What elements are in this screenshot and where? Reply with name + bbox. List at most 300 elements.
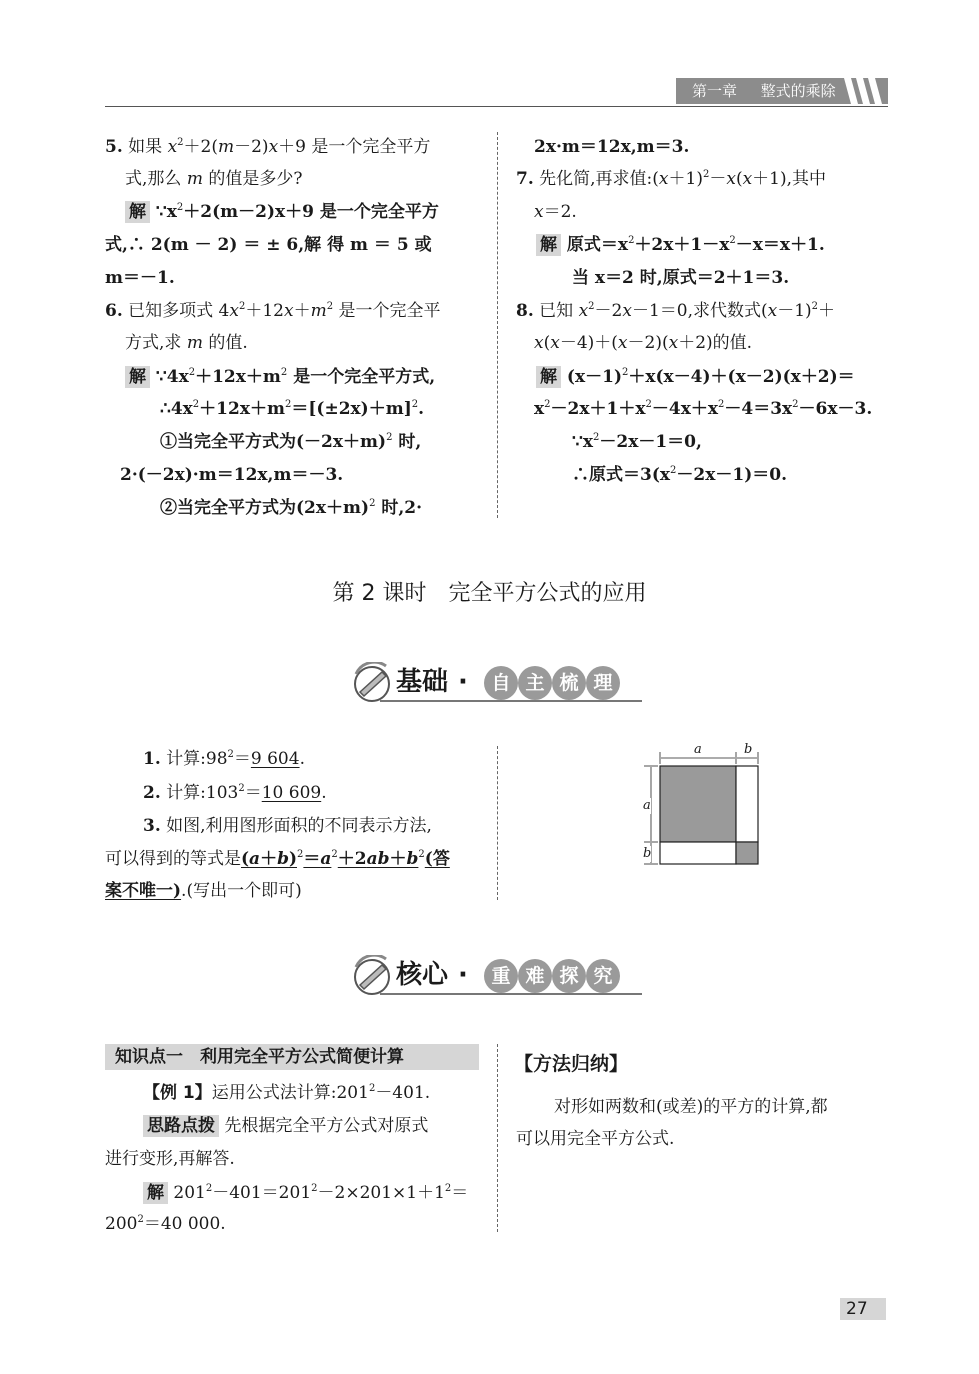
text-segment: x: [645, 367, 656, 387]
text-segment: b: [277, 849, 289, 869]
superscript: 2: [284, 399, 292, 410]
text-segment: x: [574, 367, 586, 387]
text-segment: m: [262, 367, 281, 387]
text-segment: ＝[(±2: [291, 399, 351, 419]
superscript: 2: [717, 399, 725, 410]
answer-tag: 解: [536, 234, 561, 256]
text-segment: b: [406, 849, 419, 869]
text-segment: ∴原式＝3(: [572, 465, 660, 485]
text-line: [160, 431, 421, 453]
section-dot: ·: [458, 667, 468, 697]
text-line: [105, 300, 440, 322]
text-segment: m: [105, 268, 123, 288]
text-segment: x: [578, 301, 589, 321]
text-segment: ＋2: [634, 235, 664, 255]
superscript: 2: [411, 399, 419, 410]
text-segment: －401.: [375, 1083, 431, 1103]
text-segment: ＋: [326, 498, 344, 518]
text-segment: 已知: [533, 301, 579, 321]
section-underline: [380, 993, 642, 995]
superscript: 2: [331, 849, 338, 860]
text-segment: x: [235, 367, 246, 387]
method-heading: 【方法归纳】: [514, 1053, 629, 1075]
column-divider-core: [497, 1044, 498, 1232]
answer-tag: 解: [125, 366, 150, 388]
text-segment: 已知多项式 4: [122, 301, 230, 321]
text-segment: x: [620, 137, 631, 157]
text-segment: ＝－3.: [291, 465, 344, 485]
text-segment: －3.: [837, 399, 873, 419]
text-segment: ∵: [572, 432, 583, 452]
superscript: 2: [592, 432, 600, 443]
text-line: [160, 497, 422, 519]
text-segment: 先化简,再求值:(: [533, 169, 659, 189]
text-segment: －1)＝0.: [715, 465, 787, 485]
chapter-label: [692, 82, 836, 100]
text-segment: m: [186, 333, 203, 353]
text-segment: .: [321, 783, 327, 803]
text-segment: (: [735, 169, 743, 189]
text-segment: x: [779, 235, 791, 255]
text-line: [125, 168, 302, 190]
superscript: 2: [645, 399, 652, 410]
text-line: [536, 234, 825, 256]
chapter-title: 整式的乘除: [760, 82, 836, 100]
text-segment: x: [174, 465, 185, 485]
text-segment: 时,: [392, 432, 422, 452]
header-stripes-icon: [842, 78, 888, 104]
section-main-title: 基础: [396, 667, 449, 697]
text-line: [572, 431, 702, 453]
text-segment: ＋: [293, 301, 311, 321]
text-segment: 201: [168, 1183, 206, 1203]
text-segment: x: [239, 399, 250, 419]
page-number: 27: [846, 1299, 868, 1319]
text-segment: 运用公式法计算:201: [211, 1083, 369, 1103]
text-line: [105, 234, 432, 256]
text-segment: a: [320, 849, 332, 869]
text-segment: x: [167, 137, 178, 157]
answer-tag: 解: [536, 366, 561, 388]
text-segment: －2)(: [627, 333, 669, 353]
section-banner-basics: [352, 660, 642, 710]
text-segment: x: [315, 498, 327, 518]
superscript: 2: [621, 367, 629, 378]
text-segment: ,: [267, 465, 274, 485]
text-segment: x: [705, 465, 716, 485]
text-segment: x: [545, 137, 556, 157]
text-segment: x: [617, 333, 628, 353]
text-segment: x: [534, 202, 544, 222]
text-segment: 5.: [105, 137, 123, 157]
text-segment: 7.: [516, 169, 534, 189]
text-line: [125, 366, 435, 388]
text-segment: ＋1＋: [589, 399, 636, 419]
text-segment: ＝－1.: [123, 268, 175, 288]
text-segment: ＋12: [199, 399, 240, 419]
text-segment: x: [790, 367, 801, 387]
text-segment: x: [735, 367, 746, 387]
text-segment: ＋12: [245, 301, 284, 321]
text-segment: x: [283, 301, 294, 321]
text-segment: ＋: [628, 367, 646, 387]
superscript: 2: [670, 465, 677, 476]
text-segment: .: [418, 399, 425, 419]
text-segment: －6: [798, 399, 828, 419]
text-segment: ＝2 时,原式＝2＋1＝3.: [605, 268, 790, 288]
section-char-4: 理: [586, 666, 620, 700]
text-segment: x: [579, 399, 590, 419]
text-segment: 是一个完全平方式,: [287, 367, 436, 387]
text-segment: 计算:98: [160, 749, 228, 769]
text-segment: x: [782, 399, 793, 419]
superscript: 2: [588, 301, 595, 312]
superscript: 2: [192, 399, 200, 410]
text-segment: ＝: [233, 749, 251, 769]
text-line: [536, 366, 855, 388]
text-segment: x: [663, 235, 674, 255]
text-segment: ＋: [389, 849, 407, 869]
superscript: 2: [311, 1183, 318, 1194]
text-segment: 原式＝: [561, 235, 618, 255]
knowledge-point-tag: 知识点一 利用完全平方公式简便计算: [105, 1044, 479, 1070]
square-area-figure: [636, 744, 762, 868]
text-segment: 案不唯一): [105, 881, 182, 901]
text-line: [143, 1182, 468, 1204]
text-segment: (: [241, 849, 250, 869]
figure-label-a-side: a: [643, 798, 651, 813]
figure-label-a-top: a: [694, 742, 702, 757]
text-line: [143, 1115, 428, 1137]
text-segment: x: [628, 432, 639, 452]
text-segment: 【例 1】: [143, 1083, 212, 1103]
superscript: 2: [176, 202, 184, 213]
text-segment: ＝40 000.: [143, 1214, 226, 1234]
text-segment: 8.: [516, 301, 534, 321]
text-segment: ∵: [150, 202, 167, 222]
superscript: 2: [792, 399, 799, 410]
superscript: 2: [702, 169, 710, 180]
text-segment: m: [220, 202, 239, 222]
text-segment: 方式,求: [125, 333, 187, 353]
section-main-title: 核心: [396, 960, 449, 990]
text-segment: 的值是多少?: [202, 169, 303, 189]
text-segment: m: [198, 465, 217, 485]
text-segment: x: [257, 465, 268, 485]
section-char-3: 探: [552, 959, 586, 993]
section-char-2: 难: [518, 959, 552, 993]
text-segment: x: [827, 399, 838, 419]
text-line: [125, 201, 439, 223]
text-segment: x: [178, 367, 189, 387]
text-segment: －: [735, 235, 753, 255]
text-segment: (: [655, 367, 664, 387]
pencil-book-icon: [352, 955, 394, 997]
text-segment: －4: [651, 399, 681, 419]
text-line: [105, 267, 175, 289]
figure-label-b-side: b: [643, 846, 652, 861]
text-segment: 如图,利用图形面积的不同表示方法,: [160, 816, 432, 836]
text-segment: －2: [599, 432, 629, 452]
section-dot: ·: [458, 960, 468, 990]
section-char-1: 重: [484, 959, 518, 993]
text-line: [143, 748, 305, 770]
text-segment: －1＝0,: [638, 432, 702, 452]
text-segment: －1): [585, 367, 622, 387]
text-segment: ): [288, 849, 297, 869]
text-segment: ＋2(: [183, 137, 218, 157]
text-segment: x: [663, 367, 674, 387]
section-underline: [380, 700, 642, 702]
text-segment: ＋2)的值.: [678, 333, 753, 353]
section-char-2: 主: [518, 666, 552, 700]
superscript: 2: [628, 235, 635, 246]
section-char-1: 自: [484, 666, 518, 700]
text-segment: m: [170, 235, 189, 255]
text-line: [160, 398, 424, 420]
text-line: [105, 848, 450, 870]
text-segment: ＋: [690, 399, 708, 419]
text-segment: －1): [777, 301, 812, 321]
text-segment: ＋1.: [790, 235, 825, 255]
text-segment: m: [273, 465, 292, 485]
text-segment: m: [266, 399, 285, 419]
text-segment: m: [350, 235, 369, 255]
text-line: [534, 332, 752, 354]
section-char-3: 梳: [552, 666, 586, 700]
text-segment: －2): [234, 137, 269, 157]
superscript: 2: [188, 367, 196, 378]
text-segment: 式,∴ 2(: [105, 235, 171, 255]
text-segment: 是一个完全平: [333, 301, 441, 321]
text-segment: ＋2: [337, 849, 367, 869]
text-segment: －1＝0,求代数式(: [631, 301, 768, 321]
text-segment: )＋: [360, 399, 386, 419]
text-segment: ＋: [260, 849, 278, 869]
text-segment: ＝2.: [543, 202, 577, 222]
text-segment: a: [249, 849, 261, 869]
text-segment: x: [668, 333, 679, 353]
text-segment: 2: [534, 137, 546, 157]
text-segment: x: [582, 432, 593, 452]
text-segment: ＋1),其中: [752, 169, 827, 189]
text-segment: 1.: [143, 749, 161, 769]
lesson-title: 第 2 课时 完全平方公式的应用: [332, 581, 647, 606]
text-segment: －2): [238, 202, 275, 222]
text-segment: ＋2(: [183, 202, 221, 222]
text-segment: m: [217, 137, 235, 157]
text-segment: ,: [630, 137, 637, 157]
text-segment: x: [350, 399, 361, 419]
text-segment: .: [299, 749, 305, 769]
text-segment: m: [636, 137, 655, 157]
text-segment: x: [332, 432, 344, 452]
text-segment: ): [361, 498, 370, 518]
text-line: [572, 267, 789, 289]
text-segment: x: [719, 235, 730, 255]
text-segment: x: [622, 301, 632, 321]
method-line-1: 对形如两数和(或差)的平方的计算,都: [554, 1097, 828, 1117]
text-segment: ＝12: [579, 137, 621, 157]
text-line: [105, 136, 430, 158]
text-segment: 计算:103: [160, 783, 239, 803]
text-segment: 2·(－2: [120, 465, 175, 485]
text-segment: 进行变形,再解答.: [105, 1149, 235, 1169]
text-segment: (答: [424, 849, 450, 869]
superscript: 2: [326, 301, 334, 312]
text-line: [143, 815, 432, 837]
text-line: [120, 464, 343, 486]
text-segment: ∵4: [150, 367, 179, 387]
text-segment: －2×201×1＋1: [317, 1183, 445, 1203]
text-segment: ＝ 5 或: [368, 235, 432, 255]
text-line: [105, 1148, 235, 1170]
text-segment: )·: [184, 465, 199, 485]
text-segment: － 2) ＝ ± 6,解 得: [188, 235, 351, 255]
answer-tag: 思路点拨: [143, 1115, 219, 1137]
superscript: 2: [544, 399, 551, 410]
superscript: 2: [205, 1183, 213, 1194]
text-segment: x: [534, 399, 545, 419]
text-segment: x: [658, 169, 669, 189]
text-line: [125, 332, 248, 354]
text-segment: m: [186, 169, 203, 189]
text-line: [572, 464, 787, 486]
chapter-number: 第一章: [692, 82, 738, 100]
text-segment: m: [385, 399, 404, 419]
text-segment: (: [561, 367, 575, 387]
superscript: 2: [177, 137, 184, 148]
superscript: 2: [137, 1214, 144, 1225]
text-segment: 10 609: [261, 783, 322, 803]
text-line: [105, 1213, 226, 1235]
text-segment: ＋1－: [673, 235, 720, 255]
text-segment: m: [360, 432, 379, 452]
superscript: 2: [444, 1183, 452, 1194]
text-line: [143, 782, 327, 804]
text-segment: －401＝201: [212, 1183, 312, 1203]
text-segment: ＝12: [216, 465, 258, 485]
answer-tag: 解: [125, 201, 150, 223]
superscript: 2: [297, 849, 304, 860]
text-segment: 2.: [143, 783, 161, 803]
superscript: 2: [811, 301, 819, 312]
text-segment: 9 604: [250, 749, 300, 769]
text-segment: ＝3.: [654, 137, 690, 157]
text-line: [534, 398, 872, 420]
text-segment: x: [742, 169, 753, 189]
column-divider-top: [497, 132, 498, 518]
text-segment: 先根据完全平方公式对原式: [219, 1116, 429, 1136]
text-segment: m: [310, 301, 327, 321]
pencil-book-icon: [352, 662, 394, 704]
text-segment: ＋: [818, 301, 836, 321]
text-segment: ②当完全平方式为(2: [160, 498, 316, 518]
text-segment: m: [343, 498, 362, 518]
superscript: 2: [368, 1083, 376, 1094]
text-line: [534, 201, 577, 223]
text-segment: x: [594, 268, 606, 288]
column-divider-basics: [497, 746, 498, 900]
text-segment: 6.: [105, 301, 123, 321]
text-segment: .(写出一个即可): [181, 881, 302, 901]
text-segment: ＋: [343, 432, 361, 452]
text-segment: x: [534, 333, 544, 353]
superscript: 2: [227, 749, 234, 760]
text-segment: ＝: [303, 849, 321, 869]
text-segment: x: [617, 235, 629, 255]
superscript: 2: [418, 849, 425, 860]
superscript: 2: [386, 432, 393, 443]
text-line: [516, 168, 826, 190]
section-banner-core: [352, 953, 642, 1003]
text-segment: x: [659, 465, 671, 485]
text-line: [534, 136, 689, 158]
superscript: 2: [280, 367, 288, 378]
text-line: [516, 300, 835, 322]
text-segment: ab: [366, 849, 390, 869]
text-segment: 可以得到的等式是: [105, 849, 241, 869]
text-segment: x: [268, 137, 279, 157]
text-segment: －2: [676, 465, 706, 485]
text-segment: (: [543, 333, 551, 353]
superscript: 2: [238, 783, 245, 794]
text-segment: ]: [403, 399, 412, 419]
text-segment: x: [726, 169, 736, 189]
superscript: 2: [729, 235, 736, 246]
text-segment: x: [680, 399, 691, 419]
text-segment: 时,2·: [375, 498, 423, 518]
section-char-4: 究: [586, 959, 620, 993]
text-line: [105, 880, 302, 902]
text-segment: ＋2)＝: [800, 367, 855, 387]
text-segment: ＋9 是一个完全平方: [278, 137, 431, 157]
text-segment: ·: [555, 137, 562, 157]
text-segment: m: [561, 137, 580, 157]
text-segment: ∴4: [160, 399, 183, 419]
text-segment: ＋: [249, 399, 267, 419]
text-segment: ＝: [451, 1183, 469, 1203]
text-segment: ): [378, 432, 387, 452]
text-segment: ＝: [244, 783, 262, 803]
answer-tag: 解: [143, 1182, 168, 1204]
figure-label-b-top: b: [744, 742, 753, 757]
text-segment: x: [752, 235, 763, 255]
text-segment: x: [182, 399, 193, 419]
text-segment: 的值.: [202, 333, 248, 353]
text-segment: x: [767, 301, 778, 321]
text-segment: x: [707, 399, 718, 419]
text-segment: ＋1): [668, 169, 703, 189]
text-segment: －2)(: [745, 367, 791, 387]
header-rule: [105, 106, 888, 107]
text-segment: ＋: [245, 367, 263, 387]
text-segment: ①当完全平方式为(－2: [160, 432, 333, 452]
text-segment: 如果: [122, 137, 168, 157]
superscript: 2: [238, 301, 246, 312]
text-segment: －2: [550, 399, 580, 419]
text-segment: ＝: [762, 235, 780, 255]
text-segment: x: [550, 333, 560, 353]
text-segment: x: [275, 202, 286, 222]
text-segment: 当: [572, 268, 595, 288]
text-segment: ＋12: [195, 367, 236, 387]
text-segment: x: [229, 301, 239, 321]
text-segment: ＋9 是一个完全平方: [285, 202, 439, 222]
text-segment: 3.: [143, 816, 161, 836]
text-segment: －2: [594, 301, 623, 321]
superscript: 2: [369, 498, 376, 509]
